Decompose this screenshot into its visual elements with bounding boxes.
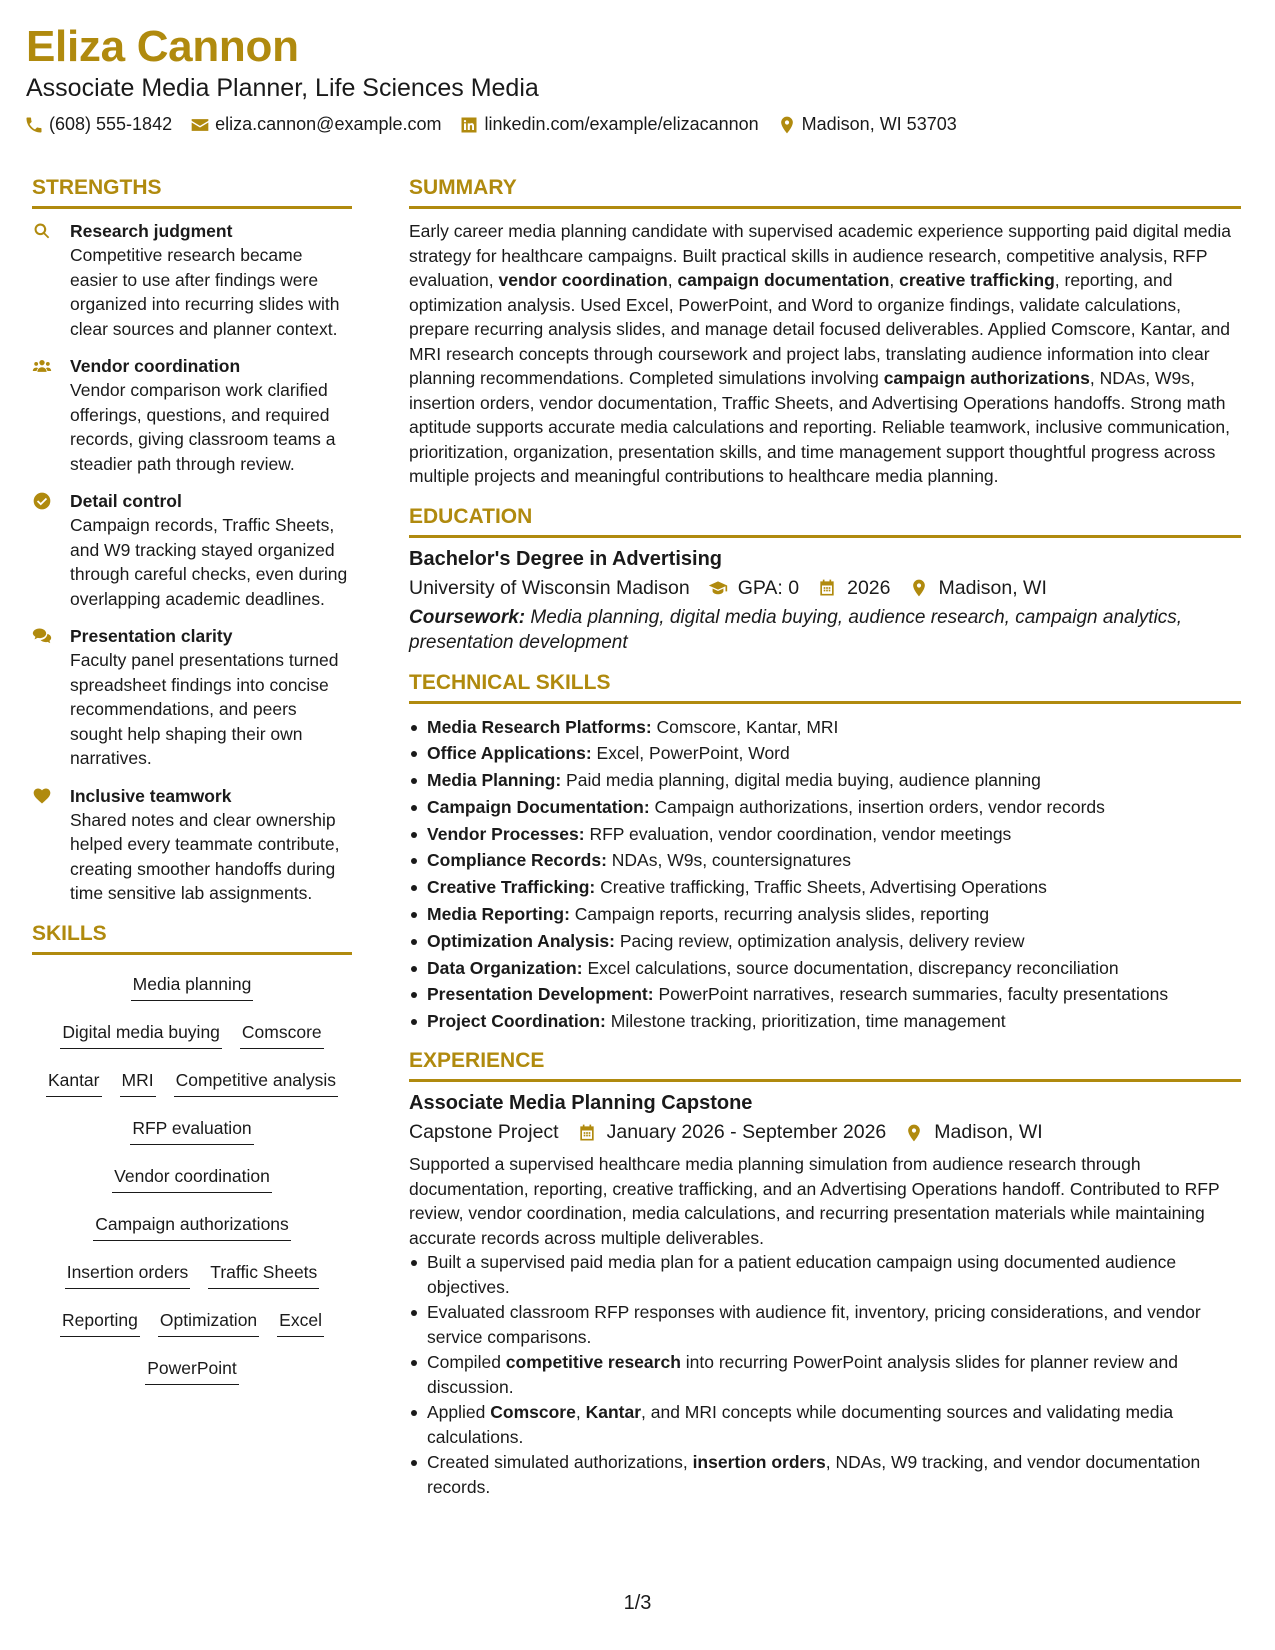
- text-run: , NDAs, W9 tracking, and vendor documentation records.: [427, 1452, 1201, 1497]
- contact-email[interactable]: [190, 114, 441, 135]
- strengths-title: STRENGTHS: [32, 176, 352, 209]
- text-run: Applied: [427, 1402, 491, 1423]
- job-dates: [575, 1121, 887, 1144]
- bold-text: Kantar: [585, 1402, 642, 1423]
- strength-desc: Campaign records, Traffic Sheets, and W9 tracking stayed organized through careful checks, even during overlapping academic deadlines.: [70, 515, 348, 609]
- experience-bullet: [409, 1400, 1241, 1449]
- candidate-role: Associate Media Planner, Life Sciences Media: [26, 74, 539, 102]
- strength-desc: Shared notes and clear ownership helped every teammate contribute, creating smoother handoffs during time sensitive lab assignments.: [70, 809, 340, 903]
- skills-row: [32, 965, 352, 1019]
- summary-text: [409, 219, 1241, 489]
- technical-skill-label: Vendor Processes:: [427, 823, 585, 844]
- contact-location-text: Madison, WI 53703: [801, 114, 957, 134]
- technical-skill-label: Office Applications:: [427, 743, 592, 764]
- technical-skill-value: Paid media planning, digital media buying, audience planning: [561, 770, 1041, 791]
- skill-chip: MRI: [120, 1067, 156, 1097]
- skill-chip: Comscore: [240, 1019, 324, 1049]
- coursework: [409, 605, 1241, 655]
- technical-skill-item: [409, 740, 1241, 767]
- coursework-label: Coursework:: [409, 606, 526, 628]
- technical-skill-label: Compliance Records:: [427, 850, 607, 871]
- strength-desc: Competitive research became easier to use after findings were organized into recurring slides with clear sources and planner context.: [70, 245, 340, 339]
- technical-skill-value: NDAs, W9s, countersignatures: [606, 850, 852, 871]
- bold-text: vendor coordination: [498, 270, 668, 290]
- graduation-year: [815, 577, 890, 600]
- technical-skill-value: Creative trafficking, Traffic Sheets, Advertising Operations: [595, 877, 1047, 898]
- text-run: into recurring PowerPoint analysis slides for planner review and discussion.: [427, 1352, 1178, 1397]
- strength-item: [32, 219, 352, 341]
- technical-skill-item: [409, 928, 1241, 955]
- skills-row: [32, 1211, 352, 1259]
- skills-row: [32, 1355, 352, 1403]
- skill-chip: Traffic Sheets: [208, 1259, 319, 1289]
- skills-row: [32, 1019, 352, 1067]
- strength-title: Vendor coordination: [70, 356, 241, 376]
- text-run: ,: [889, 270, 900, 290]
- strength-title: Inclusive teamwork: [70, 785, 232, 806]
- strength-item: [32, 624, 352, 771]
- technical-skill-item: [409, 1008, 1241, 1035]
- text-run: Early career media planning candidate with supervised academic experience supporting paid digital media strategy for healthcare campaigns. Built practical skills in audience research, competitive analysis, RFP evaluation,: [409, 221, 1232, 290]
- skill-chip: Campaign authorizations: [93, 1211, 291, 1241]
- skill-chip: Vendor coordination: [112, 1163, 272, 1193]
- gpa: [706, 577, 799, 600]
- skills-row: [32, 1115, 352, 1163]
- skill-chip: Reporting: [60, 1307, 140, 1337]
- experience-bullets: [409, 1250, 1241, 1499]
- skills-row: [32, 1067, 352, 1115]
- strength-item: [32, 784, 352, 906]
- experience-bullet: [409, 1450, 1241, 1499]
- technical-skill-label: Project Coordination:: [427, 1011, 606, 1032]
- skill-chip: Optimization: [158, 1307, 259, 1337]
- technical-skill-value: Milestone tracking, prioritization, time management: [605, 1011, 1006, 1032]
- strength-title: Presentation clarity: [70, 626, 233, 646]
- bold-text: competitive research: [505, 1352, 681, 1373]
- contact-email-text[interactable]: eliza.cannon@example.com: [215, 114, 442, 134]
- contact-linkedin-text[interactable]: linkedin.com/example/elizacannon: [484, 114, 759, 134]
- contact-location: [777, 114, 957, 135]
- technical-skill-item: [409, 981, 1241, 1008]
- page-number: 1/3: [623, 1592, 652, 1614]
- text-run: Compiled: [427, 1352, 506, 1373]
- right-column: [409, 176, 1241, 1500]
- contact-phone-text: (608) 555-1842: [49, 114, 173, 134]
- contact-linkedin[interactable]: [459, 114, 758, 135]
- technical-skill-item: [409, 874, 1241, 901]
- technical-skill-item: [409, 847, 1241, 874]
- contact-bar: [24, 114, 975, 135]
- text-run: , and MRI concepts while documenting sources and validating media calculations.: [427, 1402, 1174, 1447]
- strength-title: Detail control: [70, 491, 182, 511]
- comments-icon: [32, 626, 52, 646]
- strength-desc: Faculty panel presentations turned spreadsheet findings into concise recommendations, and peers sought help shaping their own narratives.: [70, 650, 339, 768]
- skill-chip: Competitive analysis: [174, 1067, 338, 1097]
- text-run: ,: [667, 270, 678, 290]
- skills-list: [32, 965, 352, 1403]
- calendar-icon: [577, 1123, 597, 1143]
- skill-chip: RFP evaluation: [130, 1115, 253, 1145]
- calendar-icon: [817, 578, 837, 598]
- job-org: Capstone Project: [409, 1121, 559, 1144]
- envelope-icon: [190, 115, 210, 135]
- technical-skill-label: Campaign Documentation:: [427, 796, 650, 817]
- location-pin-icon: [909, 578, 929, 598]
- text-run: , NDAs, W9s, insertion orders, vendor documentation, Traffic Sheets, and Advertising Operations handoffs. Strong math aptitude supports accurate media calculations and reporting. Reliable teamwork, inclusive communication, prioritization, organization, presentation skills, and time management support thoughtful progress across multiple projects and meaningful contributions to healthcare media planning.: [409, 368, 1230, 486]
- text-run: Evaluated classroom RFP responses with audience fit, inventory, pricing considerations, and vendor service comparisons.: [427, 1302, 1201, 1347]
- strength-title: Research judgment: [70, 221, 233, 241]
- heart-icon: [32, 786, 52, 806]
- phone-icon: [24, 115, 44, 135]
- gpa-text: GPA: 0: [737, 576, 800, 599]
- text-run: Built a supervised paid media plan for a patient education campaign using documented audience objectives.: [427, 1252, 1177, 1297]
- skill-chip: Media planning: [131, 971, 254, 1001]
- left-column: [32, 176, 352, 1403]
- skill-chip: Kantar: [46, 1067, 102, 1097]
- education-title: EDUCATION: [409, 505, 1241, 538]
- technical-skill-label: Media Planning:: [427, 770, 562, 791]
- technical-skill-label: Media Reporting:: [427, 904, 570, 925]
- location-pin-icon: [904, 1123, 924, 1143]
- school-name: University of Wisconsin Madison: [409, 576, 690, 599]
- location-pin-icon: [777, 115, 797, 135]
- skill-chip: Digital media buying: [60, 1019, 222, 1049]
- skills-row: [32, 1163, 352, 1211]
- technical-skill-item: [409, 821, 1241, 848]
- bold-text: campaign authorizations: [883, 368, 1090, 388]
- technical-skill-value: Excel, PowerPoint, Word: [591, 743, 790, 764]
- linkedin-icon: [459, 115, 479, 135]
- technical-skills-list: [409, 714, 1241, 1036]
- technical-skill-value: Excel calculations, source documentation, discrepancy reconciliation: [582, 957, 1119, 978]
- job-description: Supported a supervised healthcare media planning simulation from audience research through documentation, reporting, creative trafficking, and an Advertising Operations handoff. Contributed to RFP review, vendor coordination, media calculations, and recurring presentation materials while maintaining accurate records across multiple deliverables.: [409, 1154, 1220, 1248]
- technical-skill-item: [409, 767, 1241, 794]
- technical-skill-label: Optimization Analysis:: [427, 930, 615, 951]
- experience-bullet: [409, 1250, 1241, 1299]
- skill-chip: PowerPoint: [145, 1355, 239, 1385]
- degree-title: Bachelor's Degree in Advertising: [409, 547, 722, 570]
- education-location: [907, 577, 1047, 600]
- experience-bullet: [409, 1300, 1241, 1349]
- skills-title: SKILLS: [32, 922, 352, 955]
- bold-text: campaign documentation: [677, 270, 890, 290]
- bold-text: Comscore: [490, 1402, 576, 1423]
- job-location-text: Madison, WI: [934, 1121, 1043, 1144]
- job-meta: [409, 1121, 1241, 1144]
- skill-chip: Insertion orders: [65, 1259, 191, 1289]
- text-run: , reporting, and optimization analysis. Used Excel, PowerPoint, and Word to organize findings, validate calculations, prepare recurring analysis slides, and manage detail focused deliverables. Applied Comscore, Kantar, and MRI research concepts through coursework and project labs, translating audience information into clear planning recommendations. Completed simulations involving: [409, 270, 1231, 388]
- graduation-year-text: 2026: [847, 576, 891, 599]
- summary-title: SUMMARY: [409, 176, 1241, 209]
- bold-text: creative trafficking: [899, 270, 1055, 290]
- technical-skill-item: [409, 901, 1241, 928]
- job-dates-text: January 2026 - September 2026: [606, 1121, 887, 1144]
- strength-item: [32, 489, 352, 611]
- users-icon: [32, 356, 52, 376]
- technical-skill-item: [409, 714, 1241, 741]
- skills-row: [32, 1259, 352, 1307]
- technical-skill-value: Campaign authorizations, insertion orders, vendor records: [649, 796, 1105, 817]
- text-run: ,: [575, 1402, 586, 1423]
- education-location-text: Madison, WI: [938, 576, 1047, 599]
- skill-chip: Excel: [277, 1307, 324, 1337]
- coursework-text: Media planning, digital media buying, audience research, campaign analytics, presentation development: [409, 606, 1183, 653]
- technical-skill-label: Media Research Platforms:: [427, 716, 652, 737]
- strength-desc: Vendor comparison work clarified offerings, questions, and required records, giving classroom teams a steadier path through review.: [70, 380, 336, 474]
- graduation-cap-icon: [708, 578, 728, 598]
- check-circle-icon: [32, 491, 52, 511]
- technical-skill-item: [409, 955, 1241, 982]
- education-meta: [409, 577, 1241, 600]
- technical-skill-value: Campaign reports, recurring analysis slides, reporting: [569, 904, 990, 925]
- technical-skill-label: Presentation Development:: [427, 984, 654, 1005]
- experience-bullet: [409, 1350, 1241, 1399]
- strength-item: [32, 354, 352, 476]
- job-title: Associate Media Planning Capstone: [409, 1092, 753, 1115]
- text-run: Created simulated authorizations,: [427, 1452, 693, 1473]
- technical-skill-value: PowerPoint narratives, research summaries, faculty presentations: [653, 984, 1169, 1005]
- technical-skill-label: Creative Trafficking:: [427, 877, 596, 898]
- job-location: [902, 1121, 1042, 1144]
- contact-phone: [24, 114, 172, 135]
- experience-title: EXPERIENCE: [409, 1049, 1241, 1082]
- technical-skill-item: [409, 794, 1241, 821]
- candidate-name: Eliza Cannon: [26, 22, 299, 71]
- technical-skill-value: Pacing review, optimization analysis, delivery review: [615, 930, 1025, 951]
- skills-row: [32, 1307, 352, 1355]
- technical-skill-value: RFP evaluation, vendor coordination, vendor meetings: [584, 823, 1012, 844]
- search-icon: [32, 221, 52, 241]
- technical-skills-title: TECHNICAL SKILLS: [409, 671, 1241, 704]
- bold-text: insertion orders: [692, 1452, 826, 1473]
- technical-skill-value: Comscore, Kantar, MRI: [651, 716, 839, 737]
- technical-skill-label: Data Organization:: [427, 957, 583, 978]
